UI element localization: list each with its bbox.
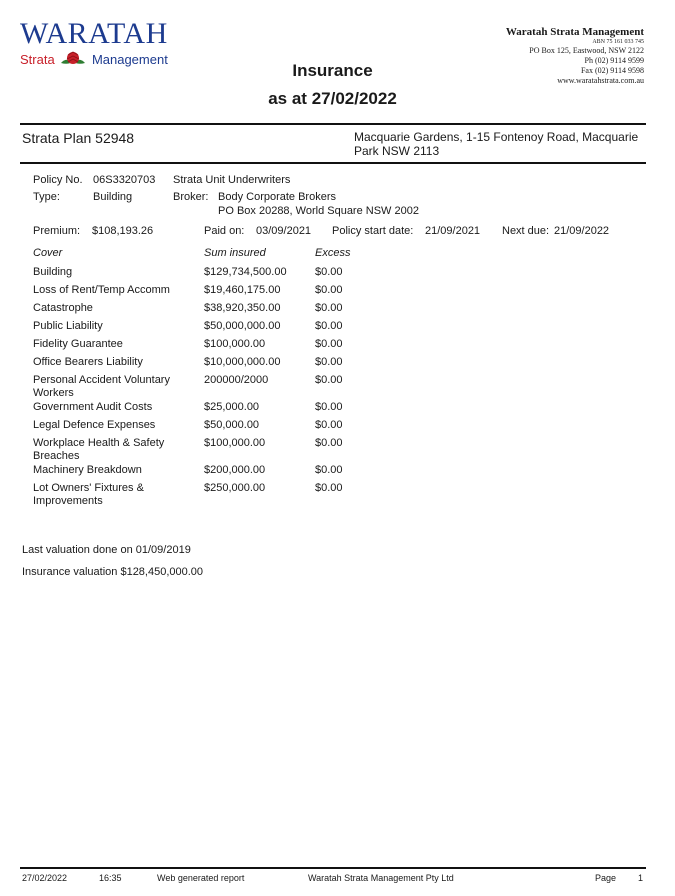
cover-name-continued: Improvements	[33, 495, 103, 507]
excess: $0.00	[315, 284, 343, 296]
cover-column-header: Cover	[33, 247, 63, 259]
cover-name: Lot Owners' Fixtures &	[33, 482, 144, 494]
excess: $0.00	[315, 464, 343, 476]
excess: $0.00	[315, 266, 343, 278]
plan-address	[354, 130, 654, 158]
cover-name-continued: Workers	[33, 387, 74, 399]
strata-plan-name: Strata Plan 52948	[22, 130, 135, 146]
excess-column-header: Excess	[315, 247, 351, 259]
cover-name: Personal Accident Voluntary	[33, 374, 170, 386]
sum-insured-column-header: Sum insured	[204, 247, 266, 259]
cover-name: Workplace Health & Safety	[33, 437, 165, 449]
insurer-name: Strata Unit Underwriters	[173, 174, 291, 186]
sum-insured: $200,000.00	[204, 464, 266, 476]
sum-insured: $19,460,175.00	[204, 284, 281, 296]
excess: $0.00	[315, 482, 343, 494]
excess: $0.00	[315, 338, 343, 350]
report-date-title: as at 27/02/2022	[268, 89, 397, 108]
footer-page-number: 1	[638, 873, 644, 883]
report-title: Insurance	[292, 61, 373, 80]
cover-name: Catastrophe	[33, 302, 93, 314]
company-po-box: PO Box 125, Eastwood, NSW 2122	[529, 46, 644, 55]
policy-number: 06S3320703	[93, 174, 156, 186]
logo-strata-text: Strata	[20, 52, 55, 67]
next-due-label: Next due:	[502, 225, 550, 237]
excess: $0.00	[315, 356, 343, 368]
policy-start-label: Policy start date:	[332, 225, 414, 237]
company-phone: Ph (02) 9114 9599	[584, 56, 644, 65]
company-fax: Fax (02) 9114 9598	[580, 66, 644, 75]
company-abn: ABN 75 161 033 745	[592, 39, 644, 45]
sum-insured: $10,000,000.00	[204, 356, 281, 368]
excess: $0.00	[315, 320, 343, 332]
sum-insured: $100,000.00	[204, 338, 266, 350]
plan-address-line2: Park NSW 2113	[354, 144, 440, 158]
paid-on-date: 03/09/2021	[256, 225, 312, 237]
footer-generated-label: Web generated report	[157, 873, 245, 883]
sum-insured: $100,000.00	[204, 437, 266, 449]
insurance-valuation-text: Insurance valuation $128,450,000.00	[22, 566, 204, 578]
company-name: Waratah Strata Management	[505, 26, 644, 38]
paid-on-label: Paid on:	[204, 225, 245, 237]
footer-date: 27/02/2022	[22, 873, 68, 883]
footer-rule	[20, 867, 646, 869]
sum-insured: $129,734,500.00	[204, 266, 287, 278]
cover-name: Government Audit Costs	[33, 401, 153, 413]
policy-start-date: 21/09/2021	[425, 225, 481, 237]
sum-insured: $38,920,350.00	[204, 302, 281, 314]
sum-insured: 200000/2000	[204, 374, 269, 386]
cover-name: Loss of Rent/Temp Accomm	[33, 284, 170, 296]
plan-address-line1: Macquarie Gardens, 1-15 Fontenoy Road, Macquarie	[354, 130, 639, 144]
excess: $0.00	[315, 302, 343, 314]
cover-name: Office Bearers Liability	[33, 356, 143, 368]
cover-name: Building	[33, 266, 73, 278]
broker-label: Broker:	[173, 191, 209, 203]
sum-insured: $250,000.00	[204, 482, 266, 494]
next-due-date: 21/09/2022	[554, 225, 610, 237]
cover-name: Public Liability	[33, 320, 103, 332]
footer-company: Waratah Strata Management Pty Ltd	[308, 873, 454, 883]
cover-name: Machinery Breakdown	[33, 464, 142, 476]
excess: $0.00	[315, 419, 343, 431]
sum-insured: $50,000.00	[204, 419, 260, 431]
broker-address: PO Box 20288, World Square NSW 2002	[218, 205, 419, 217]
company-website: www.waratahstrata.com.au	[557, 76, 644, 85]
cover-name: Fidelity Guarantee	[33, 338, 123, 350]
footer-time: 16:35	[99, 873, 122, 883]
premium-amount: $108,193.26	[92, 225, 154, 237]
excess: $0.00	[315, 401, 343, 413]
excess: $0.00	[315, 374, 343, 386]
header-bottom-rule	[20, 162, 646, 164]
policy-no-label: Policy No.	[33, 174, 83, 186]
type-label: Type:	[33, 191, 60, 203]
sum-insured: $25,000.00	[204, 401, 260, 413]
policy-type: Building	[93, 191, 133, 203]
broker-name: Body Corporate Brokers	[218, 191, 336, 203]
sum-insured: $50,000,000.00	[204, 320, 281, 332]
premium-label: Premium:	[33, 225, 81, 237]
last-valuation-text: Last valuation done on 01/09/2019	[22, 544, 191, 556]
logo-management-text: Management	[91, 52, 168, 67]
cover-name: Legal Defence Expenses	[33, 419, 156, 431]
cover-name-continued: Breaches	[33, 450, 80, 462]
excess: $0.00	[315, 437, 343, 449]
logo-wordmark: WARATAH	[20, 17, 168, 50]
header-top-rule	[20, 123, 646, 125]
footer-page-label: Page	[595, 873, 617, 883]
